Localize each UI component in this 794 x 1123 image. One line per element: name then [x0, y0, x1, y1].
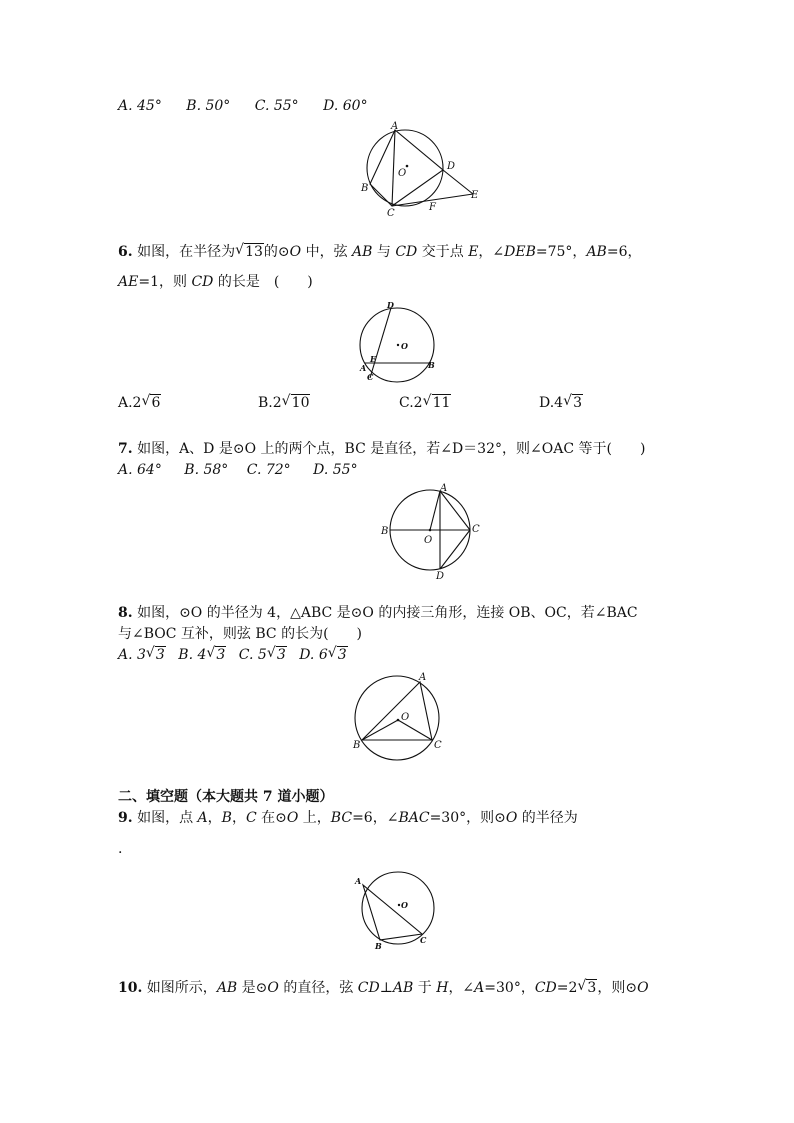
fig5-label-d: D	[447, 161, 456, 172]
q10-text: ，则⊙	[597, 980, 638, 996]
fig5-label-b: B	[361, 183, 369, 194]
q6-text: =1，则	[138, 274, 192, 290]
q5-option-c: C. 55°	[254, 98, 299, 114]
fig8-label-b: B	[353, 740, 361, 751]
q6-text: 与	[372, 244, 396, 260]
q6-var: CD	[191, 274, 214, 290]
q6-var: AE	[118, 274, 139, 290]
q6-option-b: B.2√ 10	[258, 394, 310, 412]
q9-text: 上，	[298, 810, 331, 826]
fig8-line-oc	[398, 720, 432, 740]
q6-option-a: A.2√ 6	[118, 394, 161, 412]
q8-text: 如图，⊙O 的半径为 4，△ABC 是⊙O 的内接三角形，连接 OB、OC，若∠BAC	[132, 605, 638, 621]
q6-var: O	[289, 244, 302, 260]
fig6-label-d: D	[387, 300, 394, 310]
q8-text: 与∠BOC 互补，则弦 BC 的长为( )	[118, 626, 363, 642]
fig5-line-de	[443, 170, 473, 194]
q7-option-b: B. 58°	[184, 462, 229, 478]
fig7-label-c: C	[472, 524, 480, 535]
q9-var: C	[245, 810, 257, 826]
figure-q9	[350, 868, 440, 953]
q6-option-d: D.4√ 3	[539, 394, 583, 412]
fig9-center-dot	[398, 904, 400, 906]
q10-var: CD	[534, 980, 557, 996]
fig8-label-c: C	[434, 740, 442, 751]
q9-text: ，	[231, 810, 246, 826]
q10-text: =2	[556, 980, 578, 996]
q8-number: 8.	[118, 605, 133, 621]
q6-text: =6，	[606, 244, 642, 260]
q10-sqrt: √ 3	[577, 979, 597, 997]
q6-text: ，∠	[478, 244, 505, 260]
q9-text: =6，∠	[352, 810, 399, 826]
fig5-label-o: O	[398, 168, 407, 179]
fig7-label-o: O	[424, 535, 433, 546]
fig7-center-dot	[429, 529, 432, 532]
fig7-line-oa	[430, 491, 440, 530]
q10-text: =30°，	[484, 980, 535, 996]
q8-options	[118, 646, 348, 664]
q6-var: AB	[586, 244, 607, 260]
fig5-label-c: C	[387, 208, 395, 219]
fig7-label-d: D	[436, 571, 445, 582]
q6-text: 交于点	[417, 244, 469, 260]
fig5-line-ac	[392, 130, 395, 206]
q7-text: 如图，A、D 是⊙O 上的两个点，BC 是直径，若∠D＝32°，则∠OAC 等于( )	[132, 441, 646, 457]
fig6-label-b: B	[428, 360, 435, 370]
q10-line1	[118, 979, 649, 997]
q9-line1	[118, 809, 578, 827]
fig8-circle	[355, 676, 439, 760]
figure-q6	[355, 300, 445, 385]
q9-var: BC	[330, 810, 353, 826]
q8-option-b: B. 4√ 3	[178, 646, 226, 664]
q8-option-a: A. 3√ 3	[118, 646, 166, 664]
fig9-label-o: O	[401, 900, 408, 910]
q5-options	[118, 97, 368, 115]
fig7-label-b: B	[381, 526, 389, 537]
q7-number: 7.	[118, 441, 133, 457]
q6-text: 的⊙	[263, 244, 290, 260]
fig6-label-a: A	[360, 363, 367, 373]
q8-option-c: C. 5√ 3	[239, 646, 287, 664]
fig9-label-a: A	[355, 876, 362, 886]
figure-q5	[360, 118, 490, 223]
figure-q7	[378, 480, 483, 585]
q9-var: B	[221, 810, 232, 826]
q6-var: CD	[395, 244, 418, 260]
q6-text: =75°，	[535, 244, 587, 260]
q6-line1	[118, 243, 641, 261]
q9-text: =30°，则⊙	[429, 810, 506, 826]
q10-text: ，∠	[448, 980, 475, 996]
q9-var: A	[197, 810, 208, 826]
figure-q8	[345, 668, 455, 768]
fig8-label-a: A	[419, 672, 427, 683]
fig9-label-b: B	[375, 941, 382, 951]
q5-option-d: D. 60°	[323, 98, 368, 114]
q10-text: ⊥	[379, 980, 393, 996]
q5-option-a: A. 45°	[118, 98, 162, 114]
q6-var: AB	[352, 244, 373, 260]
q8-option-d: D. 6√ 3	[299, 646, 347, 664]
q6-number: 6.	[118, 244, 133, 260]
q6-radius-sqrt: √ 13	[235, 243, 264, 261]
q7-option-a: A. 64°	[118, 462, 162, 478]
q10-text: 如图所示，	[142, 980, 217, 996]
q10-number: 10.	[118, 980, 143, 996]
fig5-center-dot	[406, 165, 409, 168]
q8-line2	[118, 625, 362, 643]
fig9-triangle-abc	[363, 885, 422, 940]
q10-text: 的直径，弦	[278, 980, 358, 996]
fig6-chord-cd	[370, 308, 391, 378]
q6-var: DEB	[504, 244, 536, 260]
q9-var: BAC	[398, 810, 430, 826]
q6-text: 如图，在半径为	[132, 244, 236, 260]
q9-number: 9.	[118, 810, 133, 826]
fig5-label-f: F	[429, 202, 436, 213]
q7-option-d: D. 55°	[313, 462, 358, 478]
q6-text: 中，弦	[301, 244, 353, 260]
fig9-label-c: C	[420, 935, 427, 945]
fig8-label-o: O	[401, 712, 410, 723]
q9-text: 如图，点	[132, 810, 198, 826]
q7-option-c: C. 72°	[246, 462, 291, 478]
q6-line2	[118, 273, 313, 291]
q10-text: 于	[413, 980, 437, 996]
q10-var: CD	[357, 980, 380, 996]
q6-option-c: C.2√ 11	[399, 394, 451, 412]
q10-var: AB	[392, 980, 414, 996]
fig5-label-e: E	[471, 190, 479, 201]
q9-text: ，	[207, 810, 222, 826]
q6-var: E	[468, 244, 479, 260]
section2-heading: 二、填空题（本大题共 7 道小题）	[118, 789, 334, 805]
q10-var: AB	[216, 980, 238, 996]
q9-text: 在⊙	[256, 810, 287, 826]
fig5-label-a: A	[391, 121, 399, 132]
fig9-circle	[362, 872, 434, 944]
fig6-label-c: C	[367, 372, 374, 382]
q9-var: O	[286, 810, 299, 826]
q10-var: H	[436, 980, 449, 996]
fig6-label-e: E	[370, 354, 377, 364]
fig6-center-dot	[397, 344, 399, 346]
fig8-line-ob	[362, 720, 398, 740]
q6-text: 的长是 ( )	[213, 274, 313, 290]
q10-text: 是⊙	[237, 980, 268, 996]
q7-line1	[118, 440, 645, 458]
fig8-triangle-abc	[362, 682, 432, 740]
q10-var: O	[637, 980, 649, 996]
fig8-center-dot	[397, 719, 400, 722]
q5-option-b: B. 50°	[186, 98, 231, 114]
q9-line2: .	[118, 841, 123, 857]
q9-var: O	[505, 810, 518, 826]
q7-options	[118, 461, 358, 479]
q10-var: A	[474, 980, 485, 996]
q9-text: 的半径为	[517, 810, 578, 826]
fig7-label-a: A	[440, 483, 448, 494]
fig6-label-o: O	[401, 341, 408, 351]
q8-line1	[118, 604, 638, 622]
q10-var: O	[267, 980, 279, 996]
